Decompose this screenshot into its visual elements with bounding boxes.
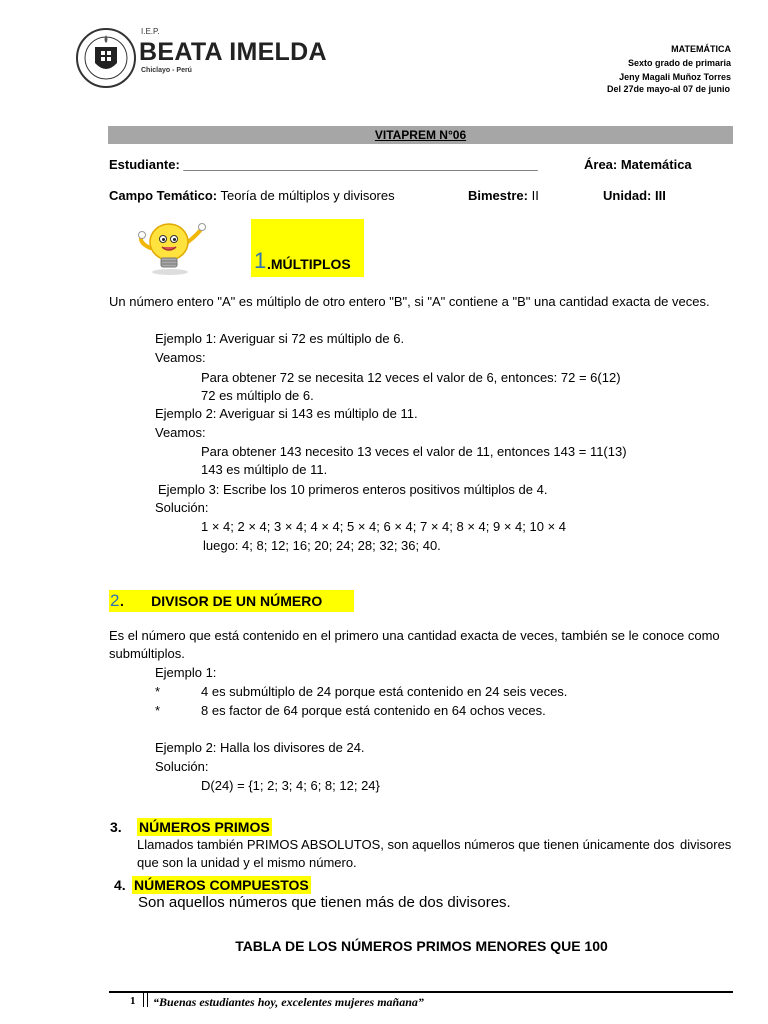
campo-tematico [109,187,395,205]
campo-value: Teoría de múltiplos y divisores [217,188,395,203]
example-line: Ejemplo 1: Averiguar si 72 es múltiplo de 6. [155,331,405,346]
section2-number: 2 [110,591,120,610]
example-line: 1 × 4; 2 × 4; 3 × 4; 4 × 4; 5 × 4; 6 × 4; 7 × 4; 8 × 4; 9 × 4; 10 × 4 [201,519,566,534]
school-name: BEATA IMELDA [139,38,327,66]
bimestre-value: II [527,188,539,203]
grade-label: Sexto grado de primaria [627,58,731,68]
bimestre-label: Bimestre: [468,188,528,203]
example-line: Solución: [155,500,209,515]
bullet-mark: * [155,703,161,718]
divisors-result: D(24) = {1; 2; 3; 4; 6; 8; 12; 24} [201,778,380,793]
example-line: Veamos: [155,350,206,365]
example1-label: Ejemplo 1: [155,665,217,680]
footer-rule [109,991,733,993]
campo-label: Campo Temático: [109,188,218,203]
title-bar [108,126,733,144]
page-number: 1 [130,995,136,1007]
example-line: Para obtener 143 necesito 13 veces el valor de 11, entonces 143 = 11(13) [201,444,627,459]
example2-label: Ejemplo 2: Halla los divisores de 24. [155,740,365,755]
section4-title: NÚMEROS COMPUESTOS [134,877,309,893]
section1-heading [251,219,364,277]
school-city: Chiclayo - Perú [141,67,192,74]
student-label: Estudiante: [109,157,184,172]
date-range: Del 27de mayo-al 07 de junio [606,84,730,94]
primos-text-end: divisores [680,837,732,852]
section2-title: . DIVISOR DE UN NÚMERO [120,593,323,609]
section1-number: 1 [254,248,267,273]
compuestos-text: Son aquellos números que tienen más de dos divisores. [138,894,511,911]
student-field [109,156,538,174]
section3-title: NÚMEROS PRIMOS [139,819,270,835]
example-line: Para obtener 72 se necesita 12 veces el valor de 6, entonces: 72 = 6(12) [201,370,621,385]
bullet-mark: * [155,684,161,699]
area-label: Área: Matemática [584,157,692,172]
title-text: VITAPREM N°06 [374,128,467,142]
lightbulb-icon [132,218,208,276]
footer-motto: “Buenas estudiantes hoy, excelentes mujeres mañana” [153,995,424,1009]
bimestre [468,187,539,205]
student-blank: _________________________________________________ [183,157,538,172]
subject-label: MATEMÁTICA [671,44,731,54]
solution-label: Solución: [155,759,209,774]
example-line: 143 es múltiplo de 11. [201,462,328,477]
bullet-text: 8 es factor de 64 porque está contenido en 64 ochos veces. [201,703,546,718]
example-line: luego: 4; 8; 12; 16; 20; 24; 28; 32; 36; 40. [203,538,441,553]
example-line: Ejemplo 3: Escribe los 10 primeros enteros positivos múltiplos de 4. [158,482,548,497]
section3-number: 3. [110,819,122,835]
unidad-label: Unidad: III [603,188,666,203]
teacher-label: Jeny Magali Muñoz Torres [619,72,731,82]
primos-text-cont: que son la unidad y el mismo número. [137,855,357,870]
example-line: 72 es múltiplo de 6. [201,388,314,403]
example-line: Ejemplo 2: Averiguar si 143 es múltiplo de 11. [155,406,418,421]
table-title: TABLA DE LOS NÚMEROS PRIMOS MENORES QUE 100 [235,938,608,954]
section2-heading [109,590,354,612]
bullet-text: 4 es submúltiplo de 24 porque está contenido en 24 seis veces. [201,684,568,699]
divisor-definition: Es el número que está contenido en el primero una cantidad exacta de veces, también se le conoce como [109,628,720,643]
example-line: Veamos: [155,425,206,440]
school-prefix: I.E.P. [141,27,160,36]
footer-divider [143,993,148,1007]
section1-title: .MÚLTIPLOS [267,256,351,272]
section4-number: 4. [114,877,126,893]
primos-text: Llamados también PRIMOS ABSOLUTOS, son aquellos números que tienen únicamente dos [137,837,675,852]
multiplo-definition: Un número entero "A" es múltiplo de otro entero "B", si "A" contiene a "B" una cantidad exacta de veces. [109,294,710,309]
divisor-definition-cont: submúltiplos. [109,646,185,661]
crest-icon [75,27,137,89]
school-logo [75,27,335,87]
